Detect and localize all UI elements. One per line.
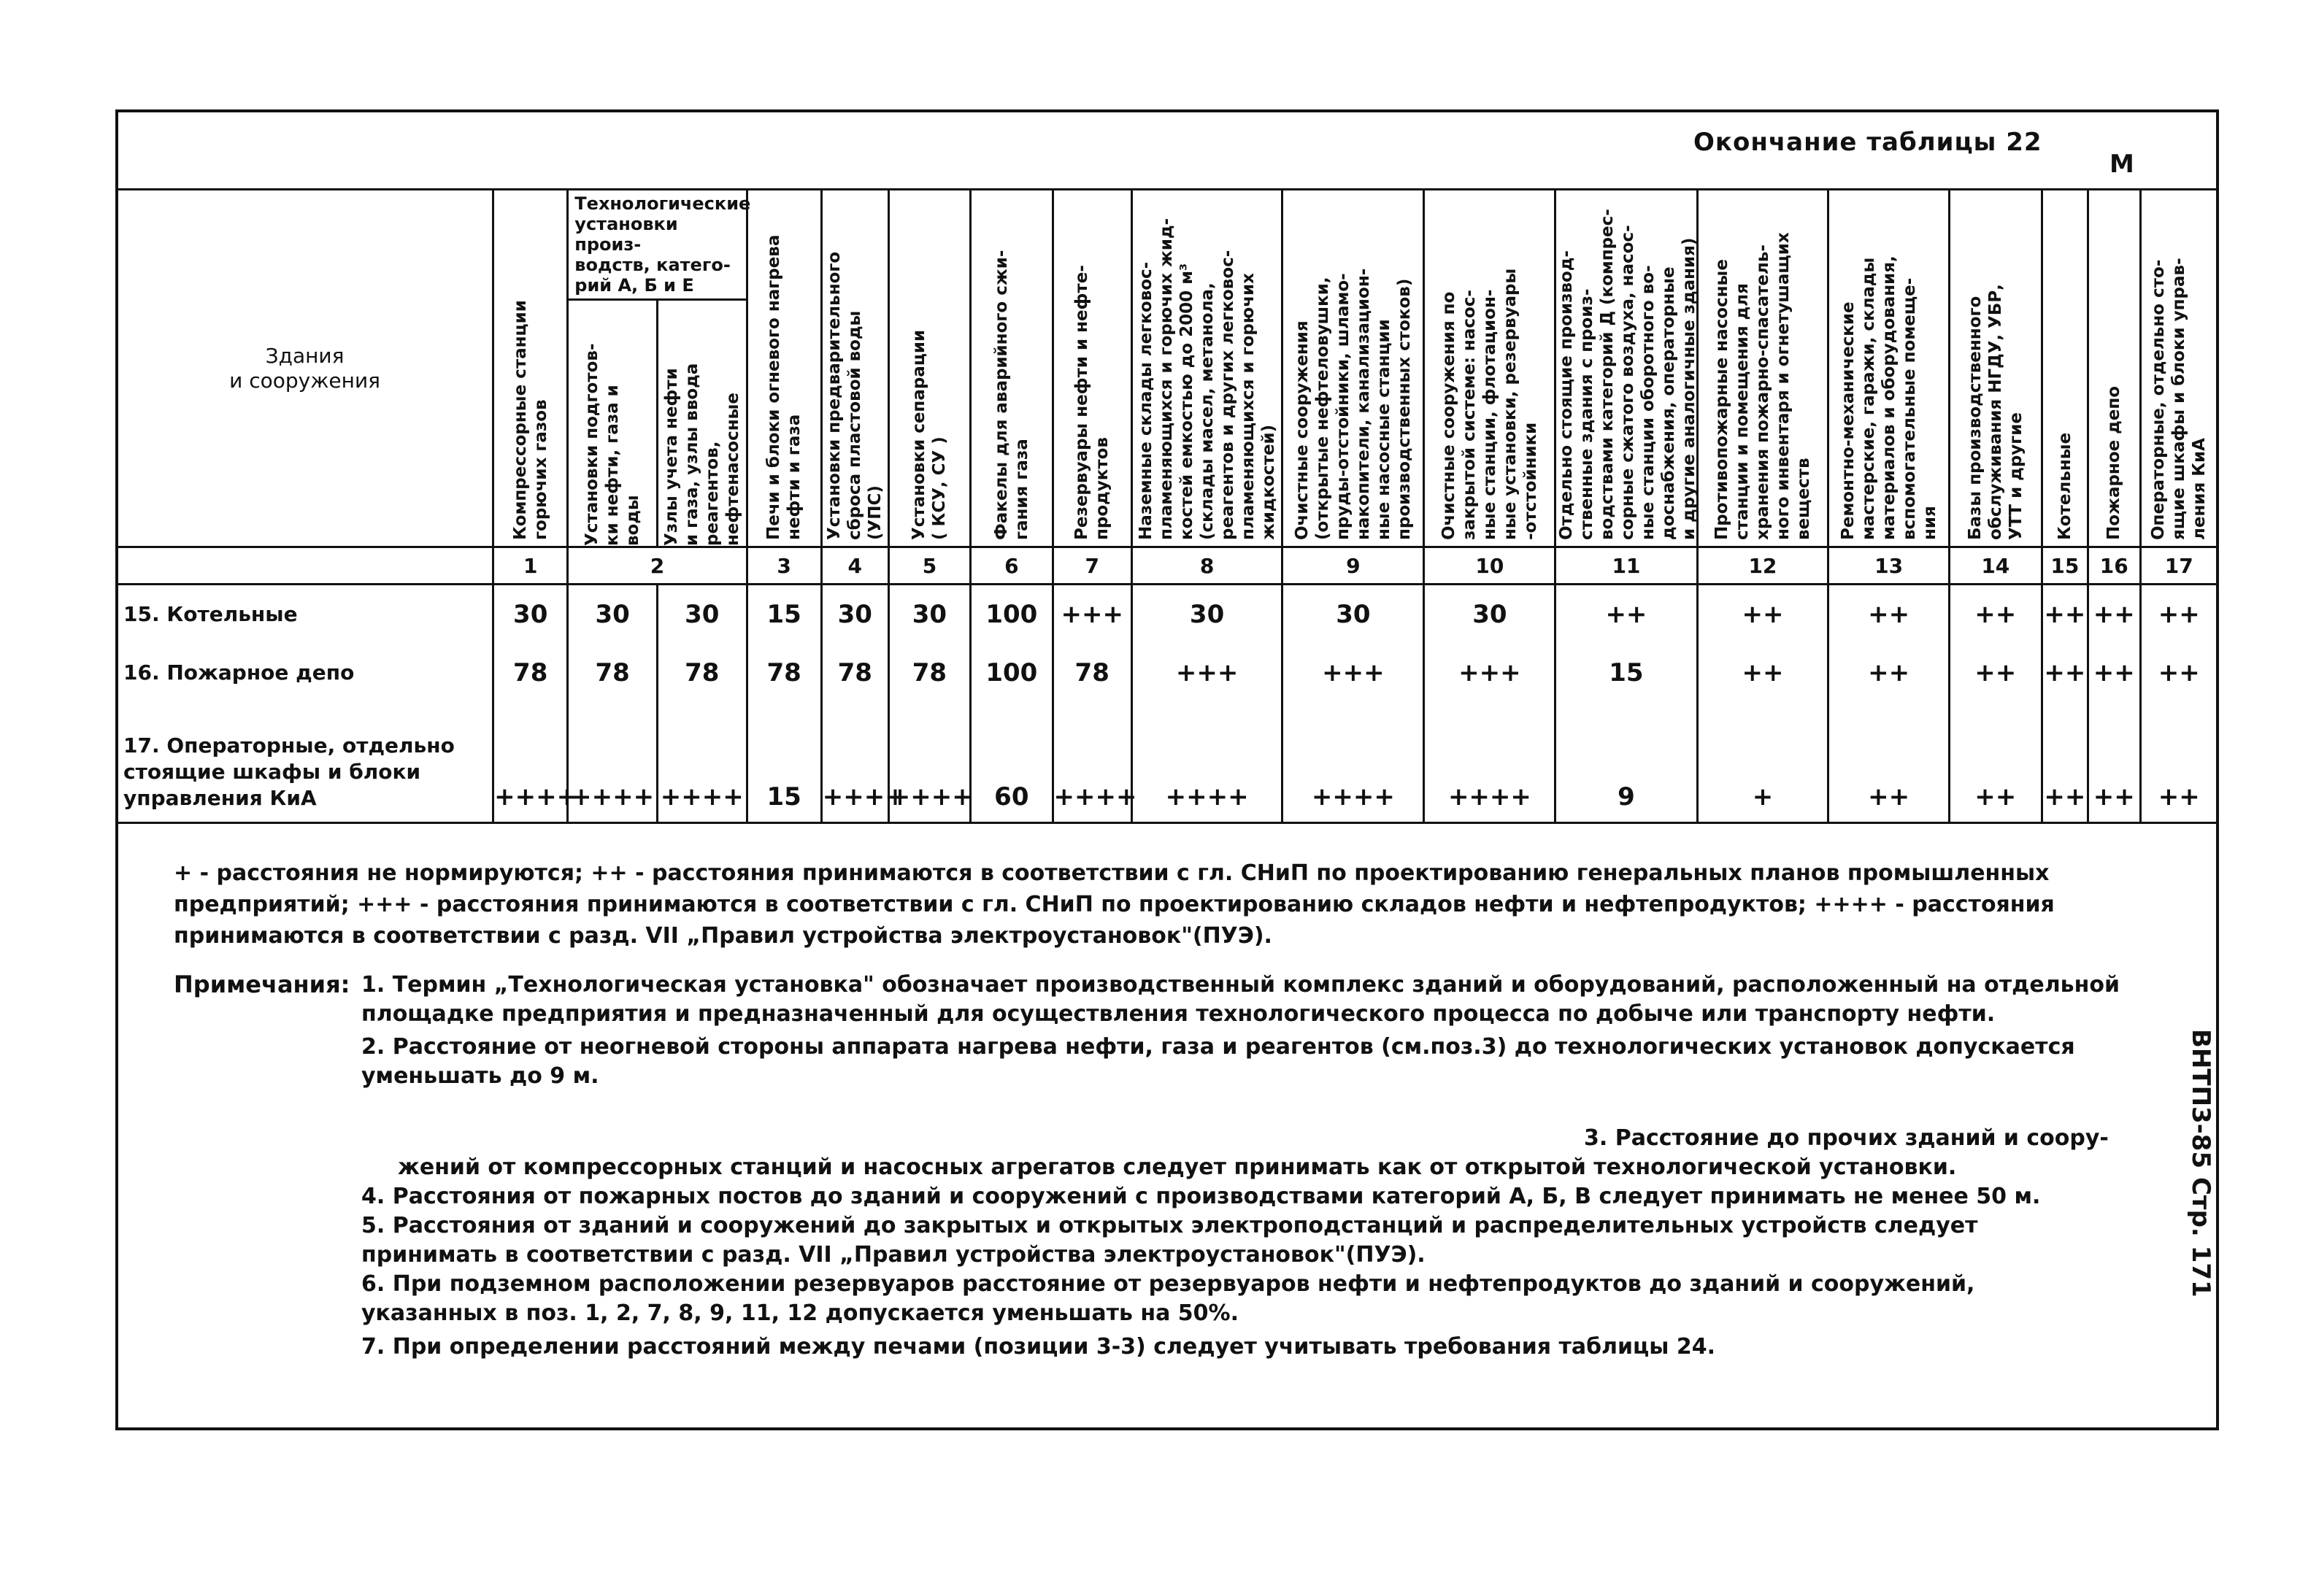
table-cell: ++ (1949, 644, 2042, 702)
col-header-10: Очистные сооружения по закрытой системе: насос- ные станции, флотацион- ные установки, резервуары -отстойники (1424, 190, 1555, 547)
col-header-5: Установки сепарации ( КСУ, СУ ) (888, 190, 970, 547)
table-cell: ++++ (1131, 702, 1282, 823)
page-code (2186, 1029, 2230, 1438)
table-cell: 78 (888, 644, 970, 702)
table-cell: ++++ (657, 702, 747, 823)
table-cell: 78 (657, 644, 747, 702)
table-cell: 30 (821, 585, 888, 644)
table-row (117, 702, 2218, 823)
table-cell: 100 (971, 644, 1053, 702)
table-cell: 100 (971, 585, 1053, 644)
column-number: 8 (1131, 547, 1282, 585)
corner-mark: М (2109, 150, 2134, 179)
table-cell: ++ (2088, 644, 2141, 702)
table-cell: 9 (1555, 702, 1697, 823)
table-cell: 78 (1053, 644, 1131, 702)
note-7: 7. При определении расстояний между печами (позиции 3-3) следует учитывать требования таблицы 24. (361, 1334, 1715, 1360)
table-cell: ++++ (1053, 702, 1131, 823)
table-cell: ++ (2140, 644, 2218, 702)
table-cell: ++ (1555, 585, 1697, 644)
col-header-11: Отдельно стоящие производ- ственные здания с произ- водствами категорий Д (компрес- сорные сжатого воздуха, насос- ные станции оборотного во- доснабжения, операторные и другие аналогичные здания) (1555, 190, 1697, 547)
page-code-text: ВНТП3-85 Стр. 171 (2186, 1029, 2215, 1298)
table-cell: ++ (2042, 585, 2088, 644)
distance-table (115, 188, 2219, 824)
table-cell: 15 (747, 585, 821, 644)
table-cell: ++++ (568, 702, 658, 823)
header-row (117, 190, 2218, 300)
column-number: 11 (1555, 547, 1697, 585)
column-number: 12 (1697, 547, 1828, 585)
table-cell: ++++ (888, 702, 970, 823)
table-cell: ++ (2088, 585, 2141, 644)
table-cell: ++ (1697, 644, 1828, 702)
table-cell: 30 (888, 585, 970, 644)
row-label: 17. Операторные, отдельно стоящие шкафы и блоки управления КиА (117, 702, 493, 823)
notes-title: Примечания: (174, 971, 350, 998)
table-cell: +++ (1053, 585, 1131, 644)
table-cell: ++ (1697, 585, 1828, 644)
table-cell: 30 (1131, 585, 1282, 644)
col-header-4: Установки предварительного сброса пластовой воды (УПС) (821, 190, 888, 547)
column-number: 4 (821, 547, 888, 585)
column-number: 7 (1053, 547, 1131, 585)
col-header-1: Компрессорные станции горючих газов (493, 190, 568, 547)
column-number: 3 (747, 547, 821, 585)
column-number: 10 (1424, 547, 1555, 585)
table-cell: 15 (1555, 644, 1697, 702)
table-cell: 15 (747, 702, 821, 823)
note-3: 3. Расстояние до прочих зданий и соору- (1584, 1125, 2109, 1151)
table-cell: 78 (493, 644, 568, 702)
table-cell: ++ (2088, 702, 2141, 823)
col-header-14: Базы производственного обслуживания НГДУ, УБР, УТТ и другие (1949, 190, 2042, 547)
table-cell: 78 (568, 644, 658, 702)
column-number: 9 (1282, 547, 1424, 585)
column-number-blank (117, 547, 493, 585)
table-cell: ++ (2140, 702, 2218, 823)
table-row (117, 644, 2218, 702)
column-number: 13 (1828, 547, 1950, 585)
table-cell: 30 (1282, 585, 1424, 644)
table-cell: 60 (971, 702, 1053, 823)
column-number: 14 (1949, 547, 2042, 585)
column-numbers-row (117, 547, 2218, 585)
table-cell: ++ (2042, 702, 2088, 823)
row-header: Здания и сооружения (117, 190, 493, 547)
table-cell: +++ (1424, 644, 1555, 702)
col-header-12: Противопожарные насосные станции и помещения для хранения пожарно-спасатель- ного инвентаря и огнетушащих веществ (1697, 190, 1828, 547)
table-cell: +++ (1282, 644, 1424, 702)
col-header-7: Резервуары нефти и нефте- продуктов (1053, 190, 1131, 547)
column-number: 15 (2042, 547, 2088, 585)
table-cell: ++ (1828, 644, 1950, 702)
column-number: 17 (2140, 547, 2218, 585)
table-cell: + (1697, 702, 1828, 823)
table-cell: 30 (657, 585, 747, 644)
table-cell: ++++ (821, 702, 888, 823)
group-header: Технологические установки произ- водств, катего- рий А, Б и Е (568, 190, 747, 300)
col-header-13: Ремонтно-механические мастерские, гаражи, склады материалов и оборудования, вспомогательные помеще- ния (1828, 190, 1950, 547)
table-cell: ++ (2140, 585, 2218, 644)
note-2: 2. Расстояние от неогневой стороны аппарата нагрева нефти, газа и реагентов (см.поз.3) до технологических установок допускается уменьшать до 9 м. (361, 1034, 2075, 1089)
row-label: 16. Пожарное депо (117, 644, 493, 702)
table-cell: +++ (1131, 644, 1282, 702)
col-header-6: Факелы для аварийного сжи- гания газа (971, 190, 1053, 547)
table-cell: 30 (1424, 585, 1555, 644)
note-3-continued: жений от компрессорных станций и насосных агрегатов следует принимать как от открытой технологической установки. (398, 1154, 1957, 1180)
row-label: 15. Котельные (117, 585, 493, 644)
note-6: 6. При подземном расположении резервуаров расстояние от резервуаров нефти и нефтепродуктов до зданий и сооружений, указанных в поз. 1, 2, 7, 8, 9, 11, 12 допускается уменьшать на 50%. (361, 1271, 1975, 1326)
table-cell: ++ (1949, 585, 2042, 644)
col-header-17: Операторные, отдельно сто- ящие шкафы и блоки управ- ления КиА (2140, 190, 2218, 547)
table-cell: ++++ (1282, 702, 1424, 823)
column-number: 16 (2088, 547, 2141, 585)
column-number: 1 (493, 547, 568, 585)
note-1: 1. Термин „Технологическая установка" обозначает производственный комплекс зданий и оборудований, расположенный на отдельной площадке предприятия и предназначенный для осуществления технологического процесса по добыче или транспорту нефти. (361, 972, 2120, 1027)
table-cell: 78 (747, 644, 821, 702)
table-caption: Окончание таблицы 22 (1693, 128, 2042, 157)
col-header-15: Котельные (2042, 190, 2088, 547)
table-cell: ++++ (1424, 702, 1555, 823)
col-header-9: Очистные сооружения (открытые нефтеловушки, пруды-отстойники, шламо- накопители, канализацион- ные насосные станции производственных стоков) (1282, 190, 1424, 547)
note-5: 5. Расстояния от зданий и сооружений до закрытых и открытых электроподстанций и распределительных устройств следует принимать в соответствии с разд. VII „Правил устройства электроустановок"(ПУЭ). (361, 1213, 1978, 1268)
col-header-8: Наземные склады легковос- пламеняющихся и горючих жид- костей емкостью до 2000 м³ (склады масел, метанола, реагентов и других легковос- пламеняющихся и горючих жидкостей) (1131, 190, 1282, 547)
legend-text: + - расстояния не нормируются; ++ - расстояния принимаются в соответствии с гл. СНиП по проектированию генеральных планов промышленных предприятий; +++ - расстояния принимаются в соответствии с гл. СНиП по проектированию складов нефти и нефтепродуктов; ++++ - расстояния принимаются в соответствии с разд. VII „Правил устройства электроустановок"(ПУЭ). (174, 860, 2055, 949)
note-4: 4. Расстояния от пожарных постов до зданий и сооружений с производствами категорий А, Б, В следует принимать не менее 50 м. (361, 1184, 2041, 1209)
table-row (117, 585, 2218, 644)
column-number: 5 (888, 547, 970, 585)
table-cell: 30 (493, 585, 568, 644)
table-cell: ++++ (493, 702, 568, 823)
table-cell: 78 (821, 644, 888, 702)
col-header-3: Печи и блоки огневого нагрева нефти и газа (747, 190, 821, 547)
table-cell: ++ (1949, 702, 2042, 823)
table-cell: 30 (568, 585, 658, 644)
col-header-16: Пожарное депо (2088, 190, 2141, 547)
table-cell: ++ (1828, 702, 1950, 823)
col-header-2a: Установки подготов- ки нефти, газа и воды (568, 300, 658, 547)
table-cell: ++ (2042, 644, 2088, 702)
table-cell: ++ (1828, 585, 1950, 644)
col-header-2b: Узлы учета нефти и газа, узлы ввода реагентов, нефтенасосные (657, 300, 747, 547)
column-number: 6 (971, 547, 1053, 585)
column-number: 2 (568, 547, 747, 585)
